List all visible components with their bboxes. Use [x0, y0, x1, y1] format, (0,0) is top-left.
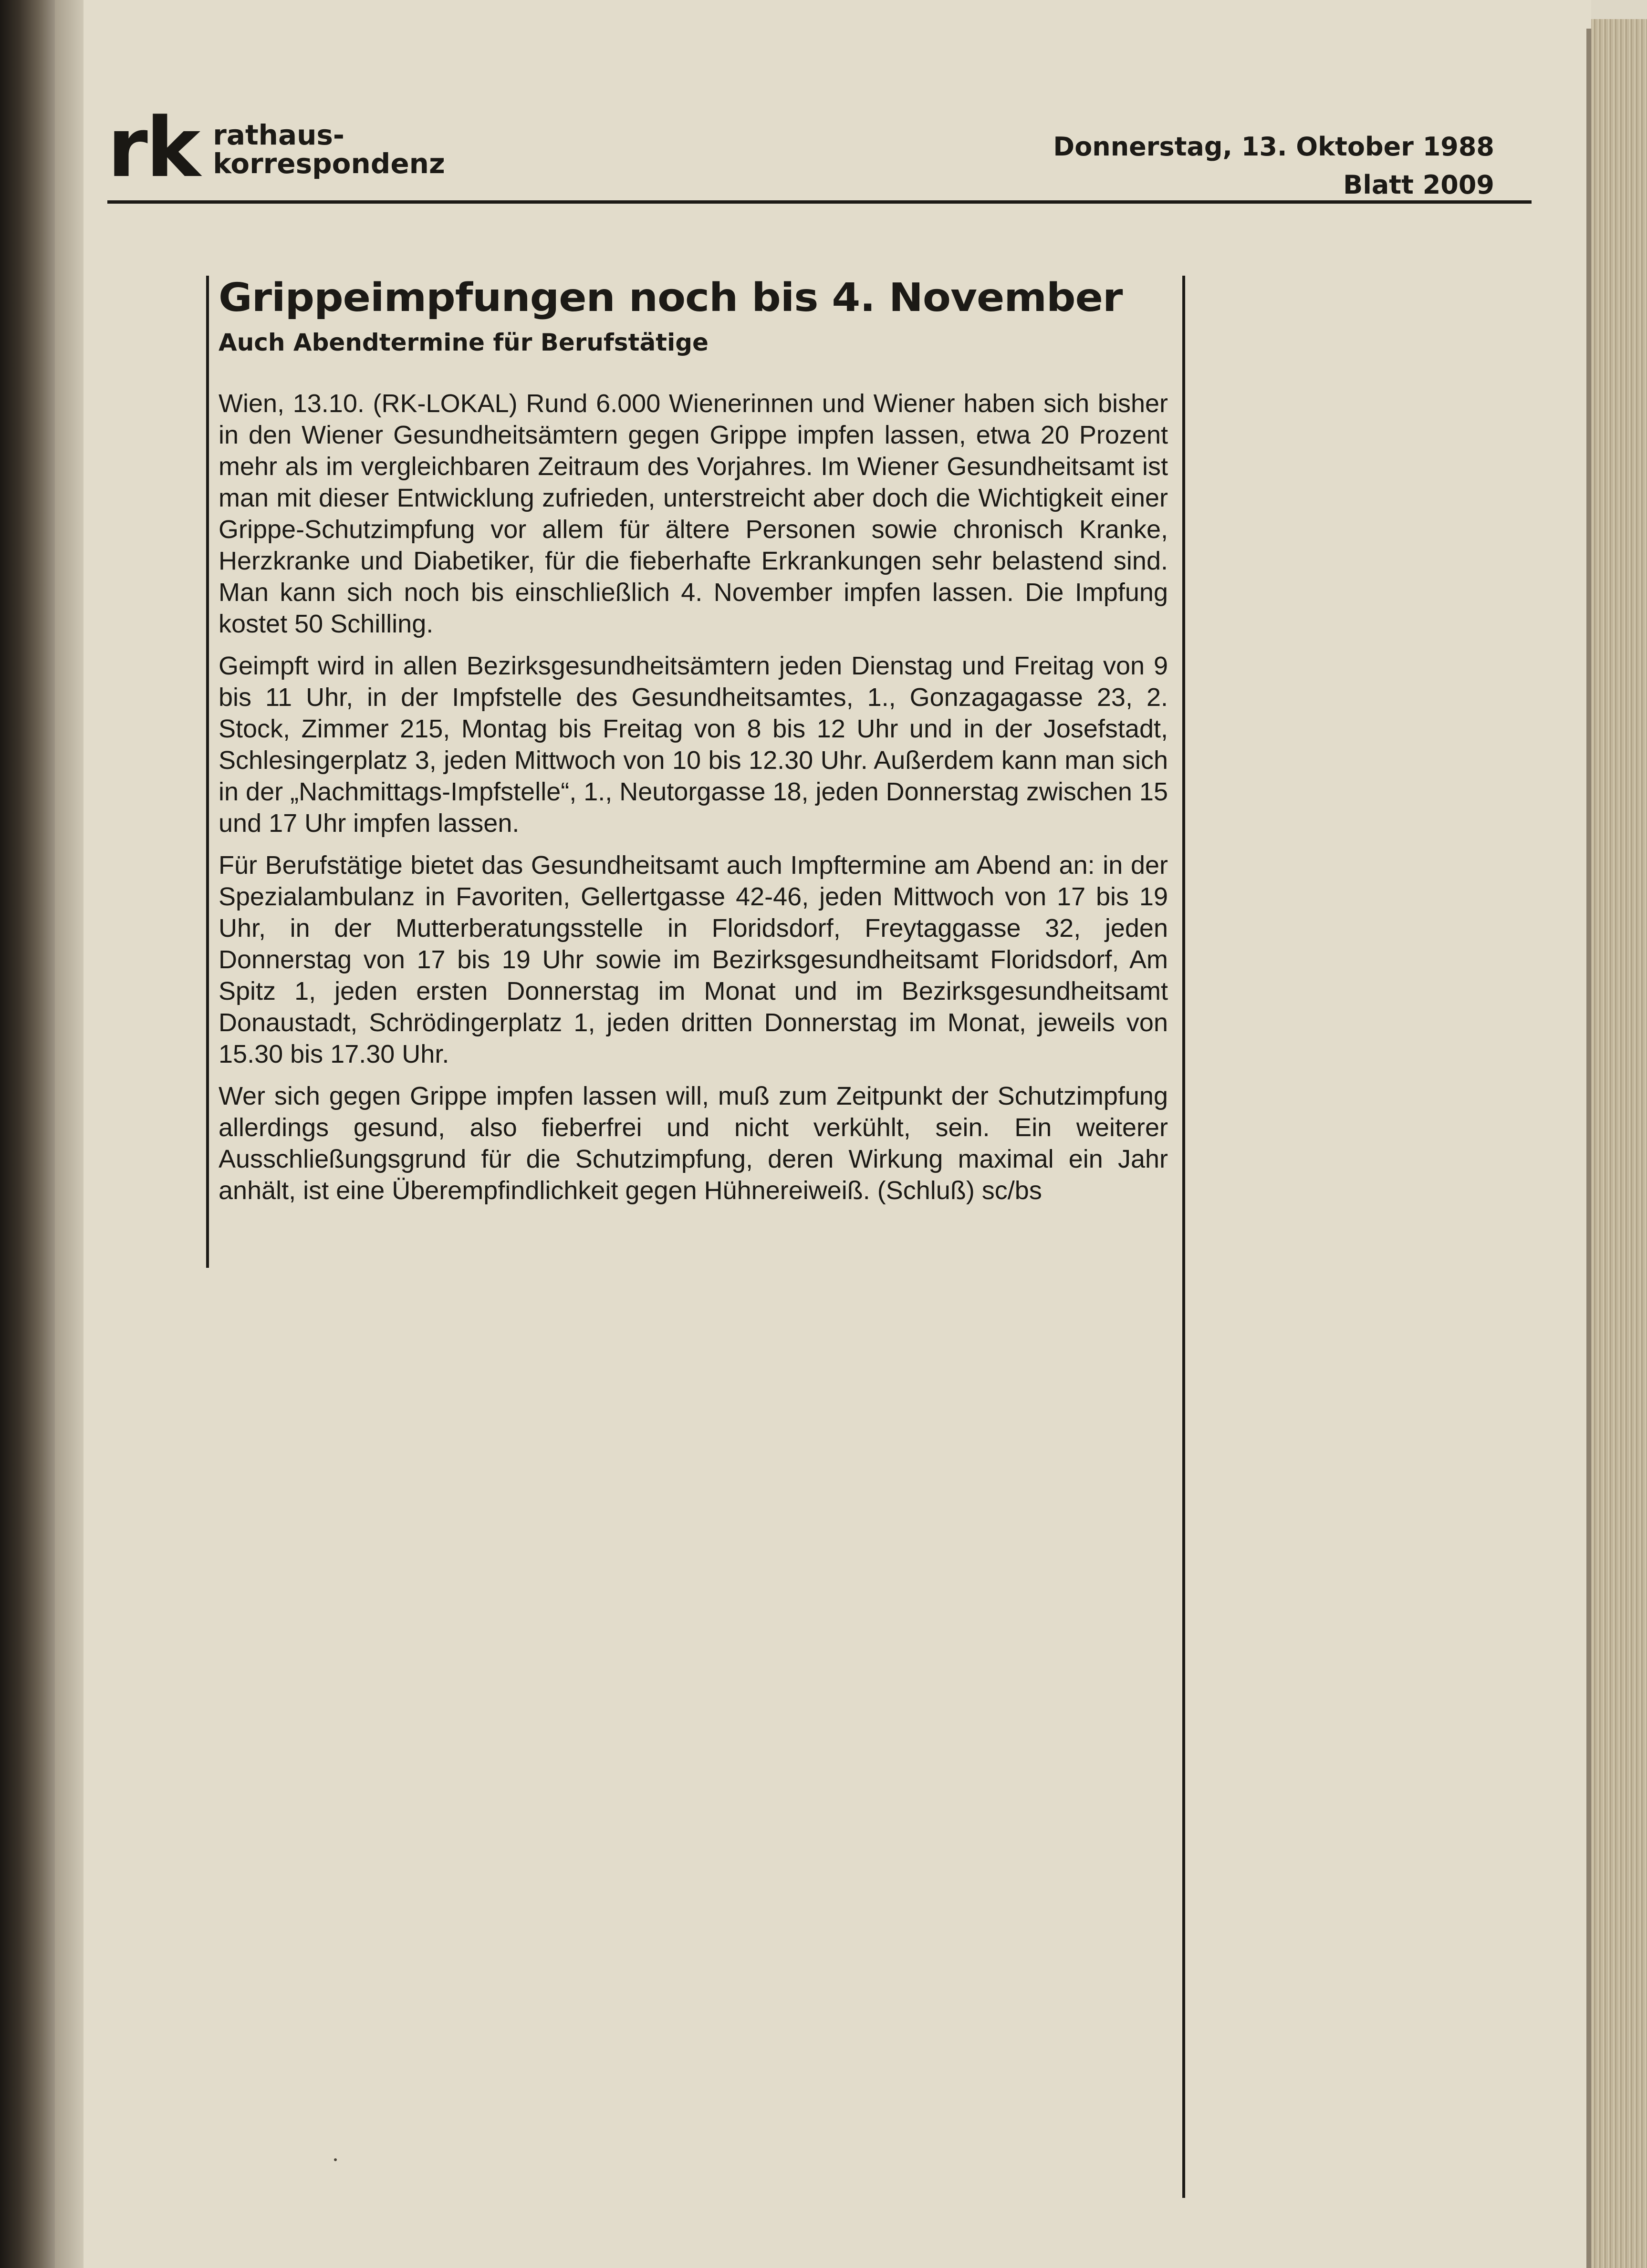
- article-paragraph: Wien, 13.10. (RK-LOKAL) Rund 6.000 Wienerinnen und Wiener haben sich bisher in den Wiener Gesundheitsämtern gegen Grippe impfen lassen, etwa 20 Prozent mehr als im vergleichbaren Zeitraum des Vorjahres. Im Wiener Gesundheitsamt ist man mit dieser Entwicklung zufrieden, unterstreicht aber doch die Wichtigkeit einer Grippe-Schutzimpfung vor allem für ältere Personen sowie chronisch Kranke, Herzkranke und Diabetiker, für die fieberhafte Erkrankungen sehr belastend sind. Man kann sich noch bis einschließlich 4. November impfen lassen. Die Impfung kostet 50 Schilling.: [219, 389, 1168, 638]
- page-edge-shadow: [1586, 29, 1591, 2268]
- article-subheadline: Auch Abendtermine für Berufstätige: [219, 329, 709, 356]
- page-edges: [1591, 19, 1647, 2268]
- logo-mark: rk: [107, 100, 199, 196]
- header-divider: [107, 200, 1532, 204]
- logo-wordmark: [213, 121, 445, 184]
- article-body: [219, 388, 1168, 1206]
- page-gutter: [55, 0, 83, 2268]
- issue-info: [1053, 128, 1494, 204]
- article: [219, 273, 1168, 1217]
- publication-logo: [107, 100, 445, 196]
- paper-speck: [334, 2158, 337, 2161]
- issue-date: Donnerstag, 13. Oktober 1988: [1053, 132, 1494, 162]
- article-paragraph: Geimpft wird in allen Bezirksgesundheitsämtern jeden Dienstag und Freitag von 9 bis 11 Uhr, in der Impfstelle des Gesundheitsamtes, 1., Gonzagagasse 23, 2. Stock, Zimmer 215, Montag bis Freitag von 8 bis 12 Uhr und in der Josefstadt, Schlesingerplatz 3, jeden Mittwoch von 10 bis 12.30 Uhr. Außerdem kann man sich in der „Nachmittags-Impfstelle“, 1., Neutorgasse 18, jeden Donnerstag zwischen 15 und 17 Uhr impfen lassen.: [219, 652, 1168, 838]
- article-headline: Grippeimpfungen noch bis 4. November: [219, 275, 1123, 321]
- article-paragraph: Für Berufstätige bietet das Gesundheitsamt auch Impftermine am Abend an: in der Spezialambulanz in Favoriten, Gellertgasse 42-46, jeden Mittwoch von 17 bis 19 Uhr, in der Mutterberatungsstelle in Floridsdorf, Freytaggasse 32, jeden Donnerstag von 17 bis 19 Uhr sowie im Bezirksgesundheitsamt Floridsdorf, Am Spitz 1, jeden ersten Donnerstag im Monat und im Bezirksgesundheitsamt Donaustadt, Schrödingerplatz 1, jeden dritten Donnerstag im Monat, jeweils von 15.30 bis 17.30 Uhr.: [219, 851, 1168, 1068]
- column-left-rule: [206, 276, 209, 1268]
- logo-line-1: rathaus-: [213, 119, 345, 151]
- margin-mark: [206, 662, 209, 676]
- sheet-number: Blatt 2009: [1343, 170, 1494, 200]
- logo-line-2: korrespondenz: [213, 147, 445, 180]
- column-right-rule: [1182, 276, 1185, 2198]
- article-paragraph: Wer sich gegen Grippe impfen lassen will, muß zum Zeitpunkt der Schutzimpfung allerdings gesund, also fieberfrei und nicht verkühlt, sein. Ein weiterer Ausschließungsgrund für die Schutzimpfung, deren Wirkung maximal ein Jahr anhält, ist eine Überempfindlichkeit gegen Hühnereiweiß. (Schluß) sc/bs: [219, 1082, 1168, 1205]
- book-binding: [0, 0, 55, 2268]
